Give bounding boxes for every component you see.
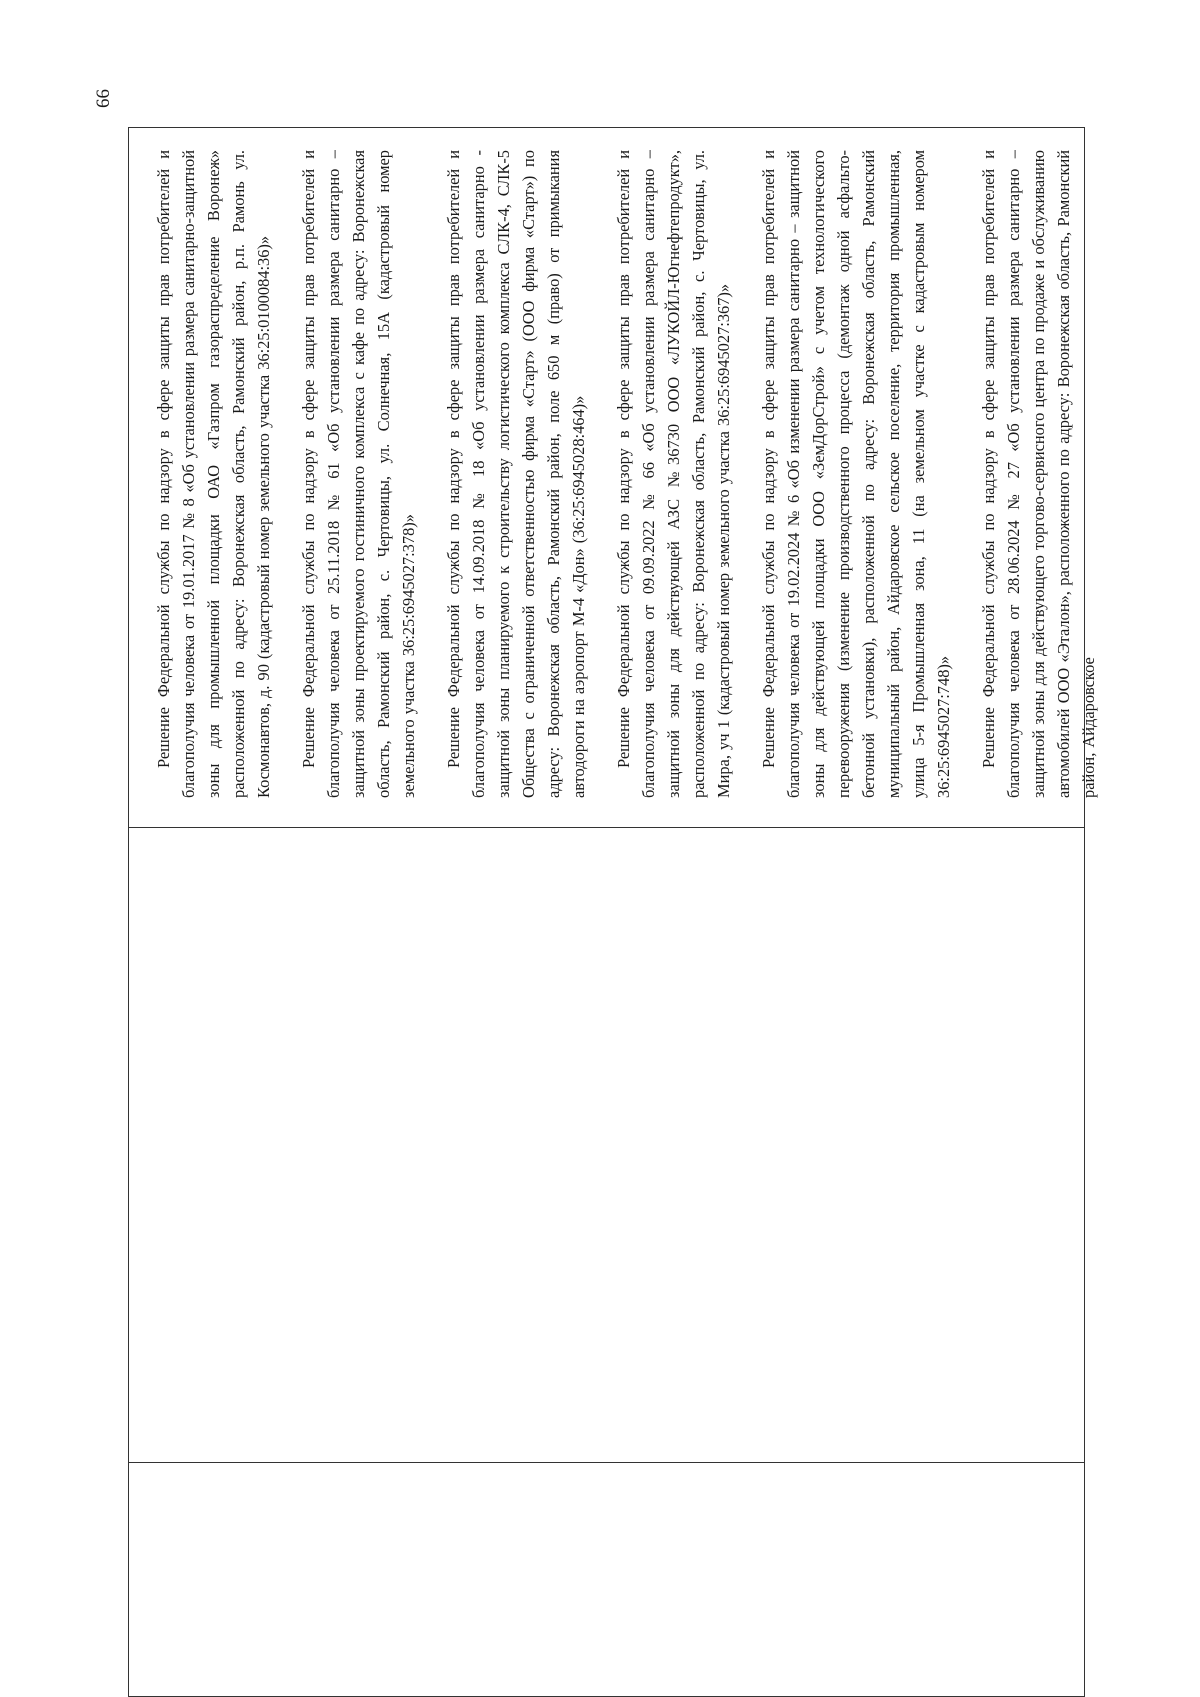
decision-entry: Решение Федеральной службы по надзору в сфере защиты прав потребителей и благополучия человека от 28.06.2024 № 27 «Об установлении размера санитарно – защитной зоны для действующего торгово-сервисного центра по продаже и обслуживанию автомобилей ООО «Эталон», расположенного по адресу: Воронежская область, Рамонский район, Айдаровское (979, 150, 1098, 798)
table-cell-left (129, 1463, 1084, 1696)
decision-entry: Решение Федеральной службы по надзору в сфере защиты прав потребителей и благополучия человека от 14.09.2018 № 18 «Об установлении размера санитарно - защитной зоны планируемого к строительству логистического комплекса СЛК-4, СЛК-5 Общества с ограниченной ответственностью фирма «Старт» (ООО фирма «Старт») по адресу: Воронежская область, Рамонский район, поле 650 м (право) от примыкания автодороги на аэропорт М-4 «Дон» (36:25:6945028:464)» (444, 150, 588, 798)
decision-entry: Решение Федеральной службы по надзору в сфере защиты прав потребителей и благополучия человека от 19.01.2017 № 8 «Об установлении размера санитарно-защитной зоны для промышленной площадки ОАО «Газпром газораспределение Воронеж» расположенной по адресу: Воронежская область, Рамонский район, р.п. Рамонь ул. Космонавтов, д. 90 (кадастровый номер земельного участка 36:25:0100084:36)» (154, 150, 273, 798)
page-number: 66 (93, 89, 114, 108)
table-cell-decisions (129, 126, 1098, 828)
decision-entry: Решение Федеральной службы по надзору в сфере защиты прав потребителей и благополучия человека от 25.11.2018 № 61 «Об установлении размера санитарно – защитной зоны проектируемого гостиничного комплекса с кафе по адресу: Воронежская область, Рамонский район, с. Чертовицы, ул. Солнечная, 15А (кадастровый номер земельного участка 36:25:6945027:378)» (299, 150, 418, 798)
decision-entry: Решение Федеральной службы по надзору в сфере защиты прав потребителей и благополучия человека от 19.02.2024 № 6 «Об изменении размера санитарно – защитной зоны для действующей площадки ООО «ЗемДорСтрой» с учетом технологического перевооружения (изменение производственного процесса (демонтаж одной асфальто-бетонной установки), расположенной по адресу: Воронежская область, Рамонский муниципальный район, Айдаровское сельское поселение, территория промышленная, улица 5-я Промышленная зона, 11 (на земельном участке с кадастровым номером 36:25:6945027:748)» (759, 150, 953, 798)
decision-entry: Решение Федеральной службы по надзору в сфере защиты прав потребителей и благополучия человека от 09.09.2022 № 66 «Об установлении размера санитарно – защитной зоны для действующей АЗС №36730 ООО «ЛУКОЙЛ-Югнефтепродукт», расположенной по адресу: Воронежская область, Рамонский район, с. Чертовицы, ул. Мира, уч 1 (кадастровый номер земельного участка 36:25:6945027:367)» (614, 150, 733, 798)
table-cell-middle (129, 828, 1084, 1463)
document-table (128, 127, 1098, 1697)
